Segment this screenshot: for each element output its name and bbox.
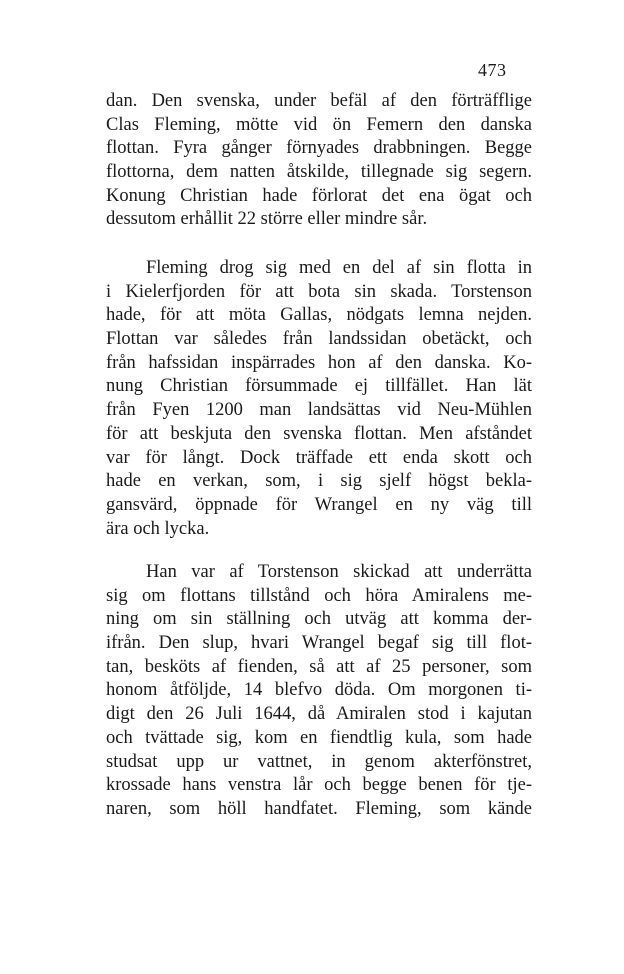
paragraph-1 (106, 90, 532, 232)
text-line: var för långt. Dock träffade ett enda skott och (106, 447, 532, 468)
text-line: och tvättade sig, kom en fiendtlig kula, som hade (106, 727, 532, 748)
text-line: ära och lycka. (106, 518, 210, 539)
text-line: honom åtföljde, 14 blefvo döda. Om morgonen ti- (106, 680, 532, 701)
text-line: flottorna, dem natten åtskilde, tillegnade sig segern. (106, 162, 532, 183)
text-line: dessutom erhållit 22 större eller mindre sår. (106, 209, 428, 230)
page-number: 473 (478, 60, 507, 80)
text-line: dan. Den svenska, under befäl af den förträfflige (106, 91, 532, 111)
text-line: från hafssidan inspärrades hon af den danska. Ko- (106, 352, 532, 373)
text-line: Flottan var således från landssidan obetäckt, och (106, 329, 532, 350)
text-line: ning om sin ställning och utväg att komma der- (106, 609, 532, 630)
text-line: digt den 26 Juli 1644, då Amiralen stod i kajutan (106, 704, 532, 725)
text-line: Fleming drog sig med en del af sin flotta in (146, 258, 532, 278)
text-line: flottan. Fyra gånger förnyades drabbningen. Begge (106, 138, 532, 159)
text-line: ifrån. Den slup, hvari Wrangel begaf sig till flot- (106, 633, 532, 654)
text-line: i Kielerfjorden för att bota sin skada. Torstenson (106, 281, 532, 302)
paragraph-3 (106, 561, 532, 822)
text-line: Clas Fleming, mötte vid ön Femern den danska (106, 114, 532, 135)
text-line: tan, besköts af fienden, så att af 25 personer, som (106, 656, 532, 677)
text-line: krossade hans venstra lår och begge benen för tje- (106, 775, 532, 796)
text-line: gansvärd, öppnade för Wrangel en ny väg till (106, 494, 532, 515)
text-line: hade en verkan, som, i sig sjelf högst bekla- (106, 471, 532, 492)
text-line: studsat upp ur vattnet, in genom akterfönstret, (106, 751, 532, 772)
text-line: sig om flottans tillstånd och höra Amiralens me- (106, 585, 532, 606)
text-line: Konung Christian hade förlorat det ena ögat och (106, 185, 532, 206)
paragraph-2 (106, 257, 532, 541)
text-line: hade, för att möta Gallas, nödgats lemna nejden. (106, 305, 532, 326)
text-line: från Fyen 1200 man landsättas vid Neu-Mühlen (106, 400, 532, 421)
text-line: Han var af Torstenson skickad att underrätta (146, 562, 532, 582)
text-line: nung Christian försummade ej tillfället. Han lät (106, 376, 532, 397)
text-line: för att beskjuta den svenska flottan. Men afståndet (106, 423, 532, 444)
text-line: naren, som höll handfatet. Fleming, som kände (106, 798, 532, 819)
